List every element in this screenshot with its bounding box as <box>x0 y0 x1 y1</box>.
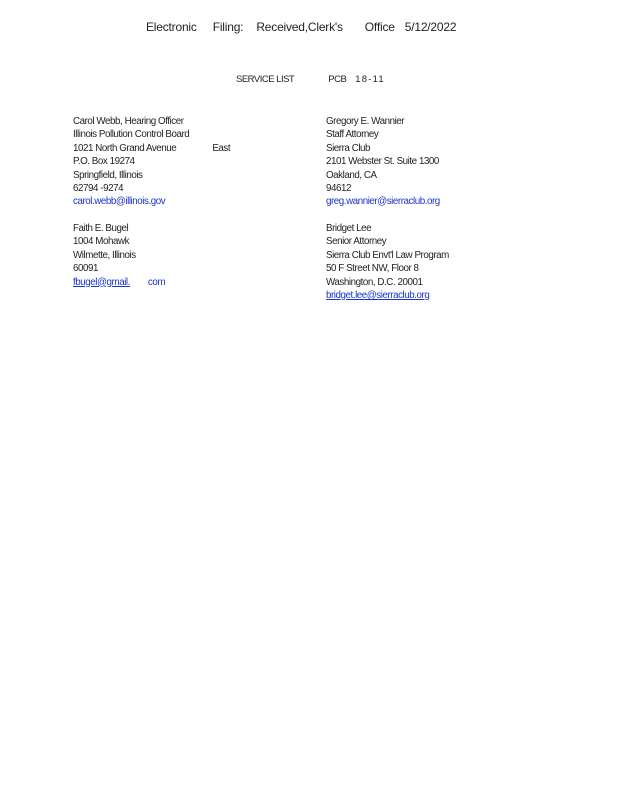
service-list-heading <box>236 74 385 85</box>
filing-header-date: 5/12/2022 <box>404 20 457 34</box>
contact-street: 1021 North Grand Avenue <box>73 142 177 154</box>
contact-city: Springfield, Illinois <box>73 169 143 181</box>
contact-email-link[interactable] <box>326 290 463 301</box>
contact-zip: 94612 <box>326 182 351 194</box>
contact-city: Washington, D.C. 20001 <box>326 276 423 288</box>
contact-zip: 60091 <box>73 263 98 275</box>
contact-email-tld: com <box>147 276 166 288</box>
filing-header-office: Office <box>364 20 395 34</box>
contact-email-user: fbugel@gmail. <box>73 276 130 288</box>
contact-organization: Sierra Club Envt'l Law Program <box>326 249 449 261</box>
contact-bridget-lee <box>326 222 463 302</box>
contact-street: 2101 Webster St. Suite 1300 <box>326 156 439 168</box>
filing-header-received: Received,Clerk's <box>256 20 343 34</box>
contact-email-link[interactable]: carol.webb@illinois.gov <box>73 196 166 208</box>
contact-zip: 62794 -9274 <box>73 182 124 194</box>
contact-organization: Sierra Club <box>326 142 371 154</box>
contact-organization: Illinois Pollution Control Board <box>73 129 190 141</box>
contact-carol-webb <box>73 115 230 209</box>
contact-email-link[interactable]: greg.wannier@sierraclub.org <box>326 196 440 208</box>
contact-name: Bridget Lee <box>326 223 372 234</box>
contact-street: 50 F Street NW, Floor 8 <box>326 263 419 275</box>
case-number: 18-11 <box>355 74 385 85</box>
contact-street: 1004 Mohawk <box>73 236 130 248</box>
contact-city: Wilmette, Illinois <box>73 249 136 261</box>
contact-city: Oakland, CA <box>326 169 377 181</box>
filing-header <box>146 20 456 34</box>
contact-title: Staff Attorney <box>326 129 379 141</box>
service-list-title: SERVICE LIST <box>236 74 295 85</box>
contact-email-text: bridget.lee@sierraclub.org <box>326 289 430 301</box>
contact-email-link[interactable] <box>73 277 165 288</box>
contact-name: Gregory E. Wannier <box>326 116 405 127</box>
filing-header-electronic: Electronic <box>146 20 197 34</box>
contact-faith-bugel <box>73 222 165 289</box>
case-label: PCB <box>328 74 347 85</box>
contact-name: Faith E. Bugel <box>73 223 129 234</box>
contact-gregory-wannier <box>326 115 440 209</box>
contact-name: Carol Webb, Hearing Officer <box>73 116 184 127</box>
contact-street-suffix: East <box>212 142 231 154</box>
filing-header-filing: Filing: <box>212 20 244 34</box>
contact-address-line <box>73 142 230 155</box>
contact-po-box: P.O. Box 19274 <box>73 156 135 168</box>
contact-title: Senior Attorney <box>326 236 387 248</box>
